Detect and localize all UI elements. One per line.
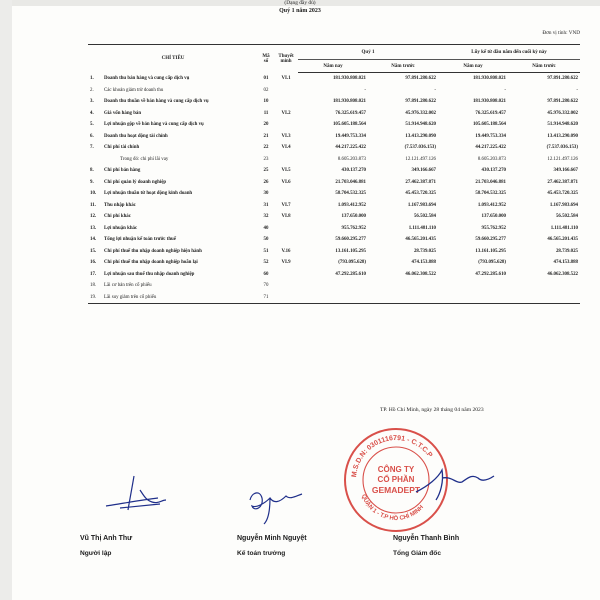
quarter-this-year-value: 181.930.808.021 <box>332 76 366 82</box>
quarter-group-header: Quý 1 <box>298 45 438 60</box>
row-code: 70 <box>263 283 269 289</box>
report-subtitle: (Dạng đầy đủ) <box>284 0 316 6</box>
quarter-last-year-value: 45.976.332.002 <box>405 110 436 116</box>
row-code: 01 <box>263 76 269 81</box>
ytd-last-year-value: 45.976.332.002 <box>547 110 578 116</box>
row-note <box>274 234 298 246</box>
row-indicator <box>88 292 258 304</box>
row-label: Doanh thu bán hàng và cung cấp dịch vụ <box>104 76 190 81</box>
row-code: 10 <box>263 99 269 105</box>
table-row <box>88 211 580 223</box>
ytd-last-year-value: 27.462.387.871 <box>547 179 578 185</box>
row-note: VI.7 <box>281 202 291 208</box>
table-row <box>88 200 580 212</box>
row-note: V.16 <box>281 248 291 254</box>
row-indicator <box>88 257 258 269</box>
quarter-last-year-value: 46.565.201.435 <box>405 237 436 243</box>
row-indicator <box>88 142 258 154</box>
row-label: Các khoản giảm trừ doanh thu <box>104 87 164 93</box>
row-label: Chi phí thuế thu nhập doanh nghiệp hiện hành <box>104 248 202 254</box>
row-number: 3. <box>90 99 94 105</box>
row-label: Lợi nhuận khác <box>104 225 138 231</box>
ytd-this-year-value: 19.449.753.334 <box>475 133 506 139</box>
row-note <box>274 96 298 108</box>
quarter-this-year-value: 105.605.188.564 <box>332 122 366 128</box>
ytd-this-year-value: 58.704.532.325 <box>475 191 506 197</box>
chief-accountant-role: Kế toán trưởng <box>237 550 286 557</box>
ytd-last-year-value: 51.914.948.620 <box>547 122 578 128</box>
col-quarter-last-year: Năm trước <box>368 60 438 73</box>
row-label: Lãi cơ bản trên cổ phiếu <box>104 283 152 289</box>
ytd-this-year-value: 430.137.270 <box>481 168 506 174</box>
table-row <box>88 73 580 85</box>
stamp-ring-text: M.S.D.N: 0301116791 - C.T.C.P <box>351 434 434 478</box>
page-edge-left <box>0 0 12 600</box>
preparer-role: Người lập <box>80 550 112 557</box>
row-label: Chi phí bán hàng <box>104 168 141 174</box>
row-note: VI.3 <box>281 133 291 139</box>
col-note-header: Thuyết minh <box>274 45 298 73</box>
quarter-this-year-value: 1.093.412.952 <box>337 202 366 208</box>
row-note <box>274 292 298 304</box>
quarter-this-year-value: 19.449.753.334 <box>335 133 366 139</box>
row-indicator <box>88 96 258 108</box>
ytd-last-year-value <box>508 292 580 304</box>
row-number: 7. <box>90 145 94 151</box>
row-number: 15. <box>90 248 97 254</box>
row-indicator <box>88 85 258 97</box>
row-code: 31 <box>263 202 269 208</box>
table-row <box>88 165 580 177</box>
row-label: Chi phí quản lý doanh nghiệp <box>104 179 167 185</box>
quarter-this-year-value <box>298 292 368 304</box>
ytd-last-year-value: 56.502.584 <box>555 214 578 220</box>
quarter-this-year-value: 13.161.105.295 <box>335 248 366 254</box>
quarter-last-year-value: 46.062.308.522 <box>405 271 436 277</box>
ytd-this-year-value: (793.095.628) <box>478 260 506 266</box>
row-code: 26 <box>263 179 269 185</box>
table-row <box>88 177 580 189</box>
ytd-this-year-value: 137.650.000 <box>481 214 506 220</box>
row-number: 18. <box>90 283 97 289</box>
ytd-this-year-value: 59.660.295.277 <box>475 237 506 243</box>
row-code: 50 <box>263 237 269 243</box>
quarter-last-year-value: 45.453.720.325 <box>405 191 436 197</box>
quarter-last-year-value: 27.462.387.871 <box>405 179 436 185</box>
row-note <box>274 280 298 292</box>
ytd-last-year-value: 13.413.290.090 <box>547 133 578 139</box>
row-number: 2. <box>90 87 94 93</box>
ytd-this-year-value: 13.161.105.295 <box>475 248 506 254</box>
ytd-this-year-value: 76.325.619.457 <box>475 110 506 116</box>
row-label: Chi phí thuế thu nhập doanh nghiệp hoãn lại <box>104 260 198 266</box>
general-director-role: Tổng Giám đốc <box>393 550 441 557</box>
col-ytd-this-year: Năm nay <box>438 60 508 73</box>
signature-general-director <box>408 458 498 508</box>
stamp-line3: GEMADEPT <box>371 485 421 495</box>
row-indicator <box>88 177 258 189</box>
row-code: 51 <box>263 248 269 254</box>
table-row <box>88 223 580 235</box>
quarter-last-year-value: 349.166.667 <box>411 168 436 174</box>
row-code: 52 <box>263 260 269 266</box>
quarter-this-year-value: 44.217.225.422 <box>335 145 366 151</box>
row-number: 1. <box>90 76 94 81</box>
row-code: 02 <box>263 87 269 93</box>
quarter-this-year-value: 955.762.952 <box>341 225 366 231</box>
row-indicator <box>88 131 258 143</box>
ytd-last-year-value: 1.111.481.110 <box>550 225 578 231</box>
row-indicator <box>88 200 258 212</box>
chief-accountant-name: Nguyễn Minh Nguyệt <box>237 535 307 542</box>
signature-chief-accountant <box>240 478 320 528</box>
quarter-last-year-value: (7.537.036.153) <box>404 145 436 151</box>
ytd-this-year-value: 105.605.188.564 <box>472 122 506 128</box>
quarter-this-year-value: 47.292.285.610 <box>335 271 366 277</box>
row-label: Tổng lợi nhuận kế toán trước thuế <box>104 237 176 243</box>
quarter-this-year-value: 59.660.295.277 <box>335 237 366 243</box>
col-ytd-last-year: Năm trước <box>508 60 580 73</box>
ytd-this-year-value <box>438 280 508 292</box>
row-number: 11. <box>90 202 96 208</box>
row-number: 13. <box>90 225 97 231</box>
ytd-last-year-value: 97.891.280.622 <box>547 99 578 105</box>
row-code: 21 <box>263 133 269 139</box>
row-indicator <box>88 165 258 177</box>
general-director-name: Nguyễn Thanh Bình <box>393 535 460 542</box>
table-row <box>88 96 580 108</box>
quarter-last-year-value: 51.914.948.620 <box>405 122 436 128</box>
ytd-this-year-value: 1.093.412.952 <box>477 202 506 208</box>
row-note <box>274 269 298 281</box>
ytd-last-year-value: - <box>576 87 578 93</box>
row-number: 14. <box>90 237 97 243</box>
table-row <box>88 280 580 292</box>
table-row <box>88 234 580 246</box>
row-label: Thu nhập khác <box>104 202 136 208</box>
row-number: 4. <box>90 110 94 116</box>
ytd-this-year-value: 181.930.808.021 <box>472 99 506 105</box>
row-note: VI.1 <box>281 76 291 81</box>
table-row <box>88 119 580 131</box>
currency-unit: Đơn vị tính: VND <box>542 30 580 36</box>
row-indicator <box>88 154 258 166</box>
table-row <box>88 246 580 258</box>
quarter-this-year-value: 430.137.270 <box>341 168 366 174</box>
row-indicator <box>88 188 258 200</box>
col-code-header: Mã số <box>258 45 274 73</box>
row-indicator <box>88 211 258 223</box>
place-date: TP. Hồ Chí Minh, ngày 28 tháng 04 năm 2023 <box>380 407 484 413</box>
row-code: 23 <box>263 156 269 162</box>
row-note: VI.8 <box>281 214 291 220</box>
ytd-last-year-value: 97.891.280.622 <box>547 76 578 82</box>
row-number: 19. <box>90 294 97 300</box>
row-code: 22 <box>263 145 269 151</box>
quarter-this-year-value: 21.703.046.881 <box>335 179 366 185</box>
income-statement-table <box>88 44 580 304</box>
quarter-last-year-value: 97.891.280.622 <box>405 76 436 82</box>
col-indicator-header: CHỈ TIÊU <box>88 45 258 73</box>
quarter-this-year-value: 58.704.532.325 <box>335 191 366 197</box>
quarter-last-year-value <box>368 292 438 304</box>
quarter-last-year-value: 474.153.888 <box>411 260 436 266</box>
row-number: 16. <box>90 260 97 266</box>
preparer-name: Vũ Thị Anh Thư <box>80 535 133 542</box>
quarter-this-year-value: 137.650.000 <box>341 214 366 220</box>
table-row <box>88 292 580 304</box>
quarter-last-year-value: 97.891.280.622 <box>405 99 436 105</box>
row-number: 17. <box>90 271 97 277</box>
ytd-last-year-value: 46.062.308.522 <box>547 271 578 277</box>
row-note <box>274 223 298 235</box>
quarter-last-year-value: 1.111.481.110 <box>408 225 436 231</box>
row-label: Doanh thu thuần về bán hàng và cung cấp dịch vụ <box>104 99 209 105</box>
row-indicator <box>88 73 258 85</box>
stamp-line2: CỔ PHẦN <box>377 475 415 484</box>
quarter-last-year-value: - <box>434 87 436 93</box>
row-label: Chi phí khác <box>104 214 131 220</box>
quarter-this-year-value: (793.095.628) <box>338 260 366 266</box>
table-row <box>88 108 580 120</box>
ytd-last-year-value: 1.167.983.694 <box>549 202 578 208</box>
table-row <box>88 85 580 97</box>
ytd-last-year-value: 28.739.025 <box>555 248 578 254</box>
ytd-this-year-value: 181.930.808.021 <box>472 76 506 82</box>
row-number: 6. <box>90 133 94 139</box>
ytd-last-year-value: 46.565.201.435 <box>547 237 578 243</box>
row-note: VI.6 <box>281 179 291 185</box>
table-row <box>88 154 580 166</box>
row-number: 12. <box>90 214 97 220</box>
row-note: VI.4 <box>281 145 291 151</box>
signature-preparer <box>100 470 190 520</box>
ytd-last-year-value: (7.537.036.153) <box>546 145 578 151</box>
stamp-line1: CÔNG TY <box>377 465 415 474</box>
ytd-this-year-value: 8.605.203.873 <box>477 156 506 162</box>
table-row <box>88 257 580 269</box>
row-label: Lãi suy giảm trên cổ phiếu <box>104 294 157 300</box>
quarter-last-year-value: 13.413.290.090 <box>405 133 436 139</box>
row-indicator <box>88 280 258 292</box>
row-code: 32 <box>263 214 269 220</box>
table-body <box>88 73 580 304</box>
quarter-last-year-value: 12.121.497.126 <box>405 156 436 162</box>
ytd-this-year-value: 47.292.285.610 <box>475 271 506 277</box>
row-label: Trong đó: chi phí lãi vay <box>120 156 169 162</box>
report-period: Quý 1 năm 2023 <box>279 8 321 14</box>
row-indicator <box>88 246 258 258</box>
ytd-this-year-value: - <box>504 87 506 93</box>
row-code: 25 <box>263 168 269 174</box>
row-code: 20 <box>263 122 269 128</box>
quarter-this-year-value: 8.605.203.873 <box>337 156 366 162</box>
row-indicator <box>88 234 258 246</box>
row-number: 8. <box>90 168 94 174</box>
ytd-group-header: Lũy kế từ đầu năm đến cuối kỳ này <box>438 45 580 60</box>
row-note: VI.5 <box>281 168 291 174</box>
quarter-last-year-value: 1.167.983.694 <box>407 202 436 208</box>
row-indicator <box>88 119 258 131</box>
row-indicator <box>88 108 258 120</box>
ytd-last-year-value <box>508 280 580 292</box>
quarter-this-year-value: - <box>364 87 366 93</box>
row-number: 5. <box>90 122 94 128</box>
row-code: 11 <box>263 110 269 116</box>
stamp-bottom-text: QUẬN 1 - T.P HỒ CHÍ MINH <box>359 493 425 523</box>
ytd-this-year-value: 955.762.952 <box>481 225 506 231</box>
row-note <box>274 119 298 131</box>
row-label: Chi phí tài chính <box>104 145 140 151</box>
row-note: VI.9 <box>281 260 291 266</box>
table-row <box>88 269 580 281</box>
row-indicator <box>88 269 258 281</box>
row-note <box>274 85 298 97</box>
ytd-last-year-value: 349.166.667 <box>553 168 578 174</box>
ytd-this-year-value: 44.217.225.422 <box>475 145 506 151</box>
row-label: Doanh thu hoạt động tài chính <box>104 133 168 139</box>
ytd-this-year-value <box>438 292 508 304</box>
row-indicator <box>88 223 258 235</box>
quarter-last-year-value: 56.502.584 <box>413 214 436 220</box>
table-row <box>88 188 580 200</box>
row-number: 9. <box>90 179 94 185</box>
quarter-last-year-value <box>368 280 438 292</box>
row-label: Lợi nhuận gộp về bán hàng và cung cấp dịch vụ <box>104 122 204 128</box>
row-code: 71 <box>258 292 274 304</box>
row-note: VI.2 <box>281 110 291 116</box>
ytd-this-year-value: 21.703.046.881 <box>475 179 506 185</box>
row-note <box>274 154 298 166</box>
quarter-this-year-value: 76.325.619.457 <box>335 110 366 116</box>
row-label: Lợi nhuận thuần từ hoạt động kinh doanh <box>104 191 193 197</box>
row-code: 30 <box>263 191 269 197</box>
row-code: 40 <box>263 225 269 231</box>
col-quarter-this-year: Năm nay <box>298 60 368 73</box>
ytd-last-year-value: 45.453.720.325 <box>547 191 578 197</box>
ytd-last-year-value: 474.153.888 <box>553 260 578 266</box>
quarter-last-year-value: 28.739.025 <box>413 248 436 254</box>
row-note <box>274 188 298 200</box>
ytd-last-year-value: 12.121.497.126 <box>547 156 578 162</box>
table-row <box>88 142 580 154</box>
row-label: Giá vốn hàng bán <box>104 110 142 116</box>
table-row <box>88 131 580 143</box>
row-code: 60 <box>263 271 269 277</box>
row-number: 10. <box>90 191 97 197</box>
quarter-this-year-value: 181.930.808.021 <box>332 99 366 105</box>
row-label: Lợi nhuận sau thuế thu nhập doanh nghiệp <box>104 271 195 277</box>
quarter-this-year-value <box>298 280 368 292</box>
